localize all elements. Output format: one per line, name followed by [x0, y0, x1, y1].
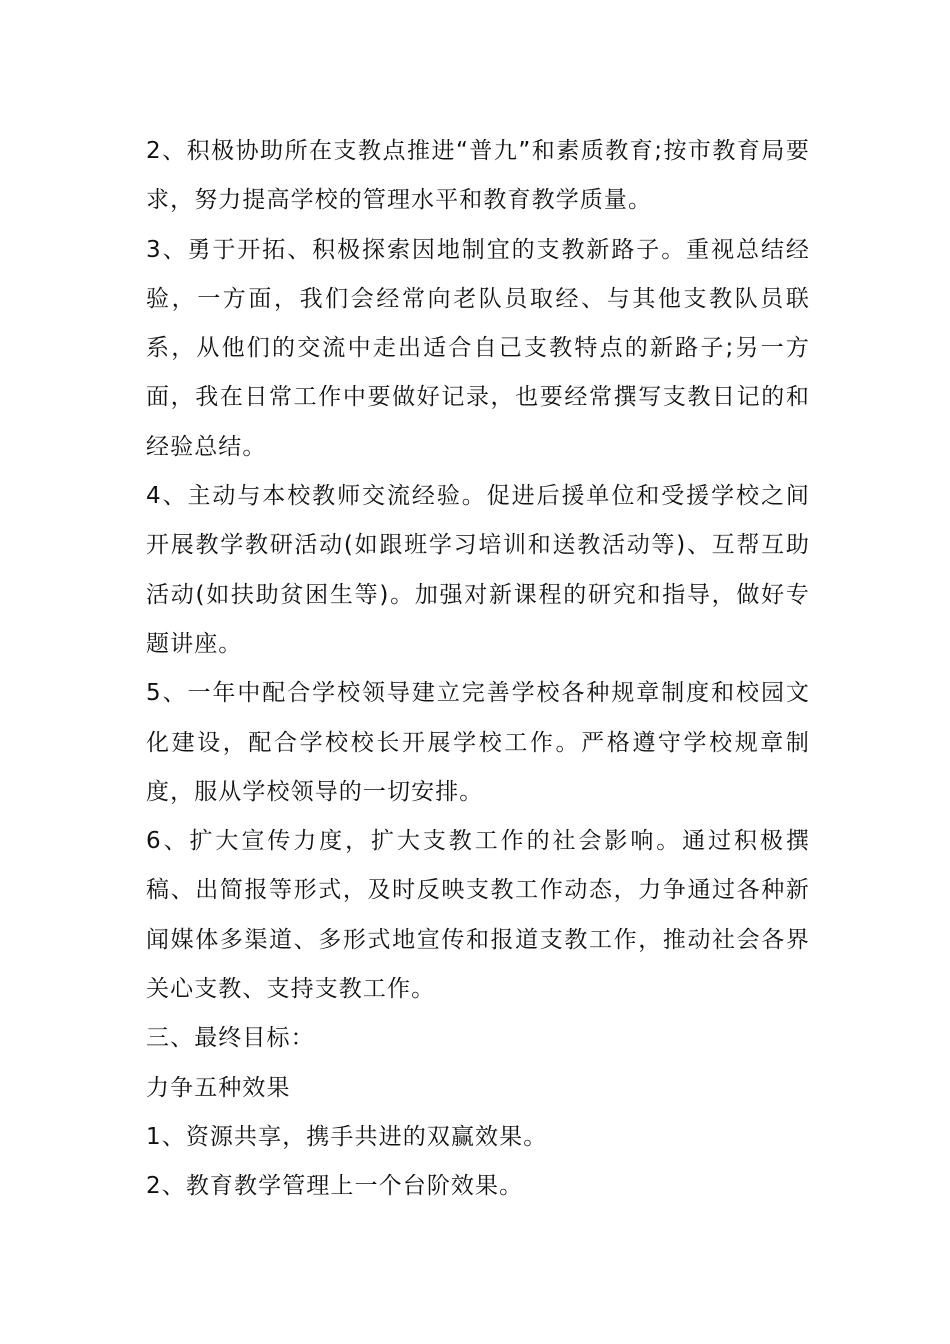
paragraph-item-5: 5、一年中配合学校领导建立完善学校各种规章制度和校园文化建设，配合学校校长开展学校工作。严格遵守学校规章制度，服从学校领导的一切安排。 [146, 680, 810, 805]
paragraph-item-3: 3、勇于开拓、积极探索因地制宜的支教新路子。重视总结经验，一方面，我们会经常向老队员取经、与其他支教队员联系，从他们的交流中走出适合自己支教特点的新路子;另一方面，我在日常工作中要做好记录，也要经常撰写支教日记的和经验总结。 [146, 236, 810, 460]
document-body [146, 127, 810, 1212]
section-heading-final-goal: 三、最终目标： [146, 1025, 315, 1052]
effect-item-2: 2、教育教学管理上一个台阶效果。 [146, 1173, 524, 1200]
subheading-five-effects: 力争五种效果 [146, 1074, 291, 1101]
paragraph-item-2: 2、积极协助所在支教点推进“普九”和素质教育;按市教育局要求，努力提高学校的管理水平和教育教学质量。 [146, 138, 810, 214]
effect-item-1: 1、资源共享，携手共进的双赢效果。 [146, 1123, 548, 1150]
paragraph-item-6: 6、扩大宣传力度，扩大支教工作的社会影响。通过积极撰稿、出简报等形式，及时反映支教工作动态，力争通过各种新闻媒体多渠道、多形式地宣传和报道支教工作，推动社会各界关心支教、支持支教工作。 [146, 828, 810, 1003]
paragraph-item-4: 4、主动与本校教师交流经验。促进后援单位和受援学校之间开展教学教研活动(如跟班学习培训和送教活动等)、互帮互助活动(如扶助贫困生等)。加强对新课程的研究和指导，做好专题讲座。 [146, 483, 810, 657]
